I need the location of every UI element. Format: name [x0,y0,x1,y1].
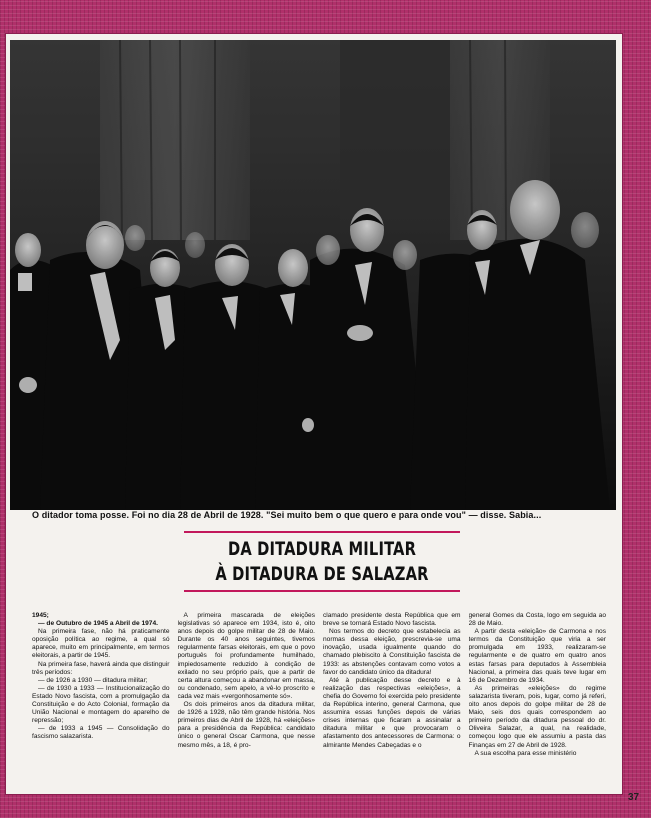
paragraph: Até à publicação desse decreto e à realização das respectivas «eleições», a chefia do Governo foi exercida pelo presidente da República interino, general Carmona, que assumira essas funções depois de várias crises internas que ficaram a assinalar a ditadura militar e que provocaram o afastamento dos antecessores de Carmona: o almirante Mendes Cabeçadas e o [323,676,461,749]
paragraph: Na primeira fase, haverá ainda que distinguir três períodos: [32,660,170,676]
paragraph: Nos termos do decreto que estabelecia as normas dessa eleição, prescrevia-se uma inovação, usada igualmente quando do chamado plebiscito à Constituição fascista de 1933: as abstenções contavam como votos a favor do candidato único da ditadura! [323,628,461,676]
photo-caption: O ditador toma posse. Foi no dia 28 de Abril de 1928. "Sei muito bem o que quero e para onde vou" — disse. Sabia... [32,510,542,520]
page-number: 37 [628,792,640,803]
paragraph: 1945; [32,612,49,619]
text-column-3 [323,612,461,792]
paragraph: — de 1930 a 1933 — Institucionalização do Estado Novo fascista, com a promulgação da Constituição e do Acto Colonial, formação da União Nacional e montagem do aparelho de repressão; [32,684,170,725]
paragraph: general Gomes da Costa, logo em seguida ao 28 de Maio. [468,612,606,628]
paragraph: Os dois primeiros anos da ditadura militar, de 1926 a 1928, não têm grande história. Nos primeiros dias de Abril de 1928, há «eleições» para a presidência da República: candidato único o general Oscar Carmona, que nesse mesmo mês, a 18, é pro- [177,701,315,749]
paragraph: As primeiras «eleições» do regime salazarista tiveram, pois, lugar, como já referi, oito anos depois do golpe militar de 28 de Maio, seis dos quais correspondem ao primeiro período da ditadura pessoal do dr. Oliveira Salazar, a qual, na realidade, começou logo que ele assumiu a pasta das Finanças em 27 de Abril de 1928. [468,684,606,749]
photo-illustration [10,40,616,510]
paragraph: — de 1933 a 1945 — Consolidação do fascismo salazarista. [32,725,170,741]
paragraph: A primeira mascarada de eleições legislativas só aparece em 1934, isto é, oito anos depois do golpe militar de 28 de Maio. Durante os 40 anos seguintes, tivemos regularmente farsas eleitorais, em que o povo português foi profundamente humilhado, impiedosamente reduzido à condição de exilado no seu próprio país, que a partir de certa altura começou a abandonar em massa, ou condenado, sem apelo, a vê-lo proscrito e cada vez mais «vergonhosamente só». [177,612,315,700]
headline-line-2: À DITADURA DE SALAZAR [215,563,429,585]
article-body [32,612,606,792]
paragraph: clamado presidente desta República que em breve se tornará Estado Novo fascista. [323,612,461,628]
paragraph: A sua escolha para esse ministério [474,749,577,757]
magazine-page [6,34,622,794]
paragraph: — de 1926 a 1930 — ditadura militar; [38,676,148,684]
text-column-1 [32,612,170,792]
paragraph: A partir desta «eleição» de Carmona e nos termos da Constituição que viria a ser promulgada em 1933, realizaram-se regularmente e de quatro em quatro anos estas farsas para deputados à Assembleia Nacional, a primeira das quais teve lugar em 16 de Dezembro de 1934. [468,628,606,684]
paragraph: — de Outubro de 1945 a Abril de 1974. [38,620,158,628]
text-column-4 [469,612,607,792]
headline-line-1: DA DITADURA MILITAR [227,538,417,560]
article-headline [184,531,460,592]
text-column-2 [178,612,316,792]
paragraph: Na primeira fase, não há praticamente oposição política ao regime, a qual só aparece, muito em principalmente, em termos eleitorais, a partir de 1945. [32,628,170,660]
historic-photo [10,40,616,510]
